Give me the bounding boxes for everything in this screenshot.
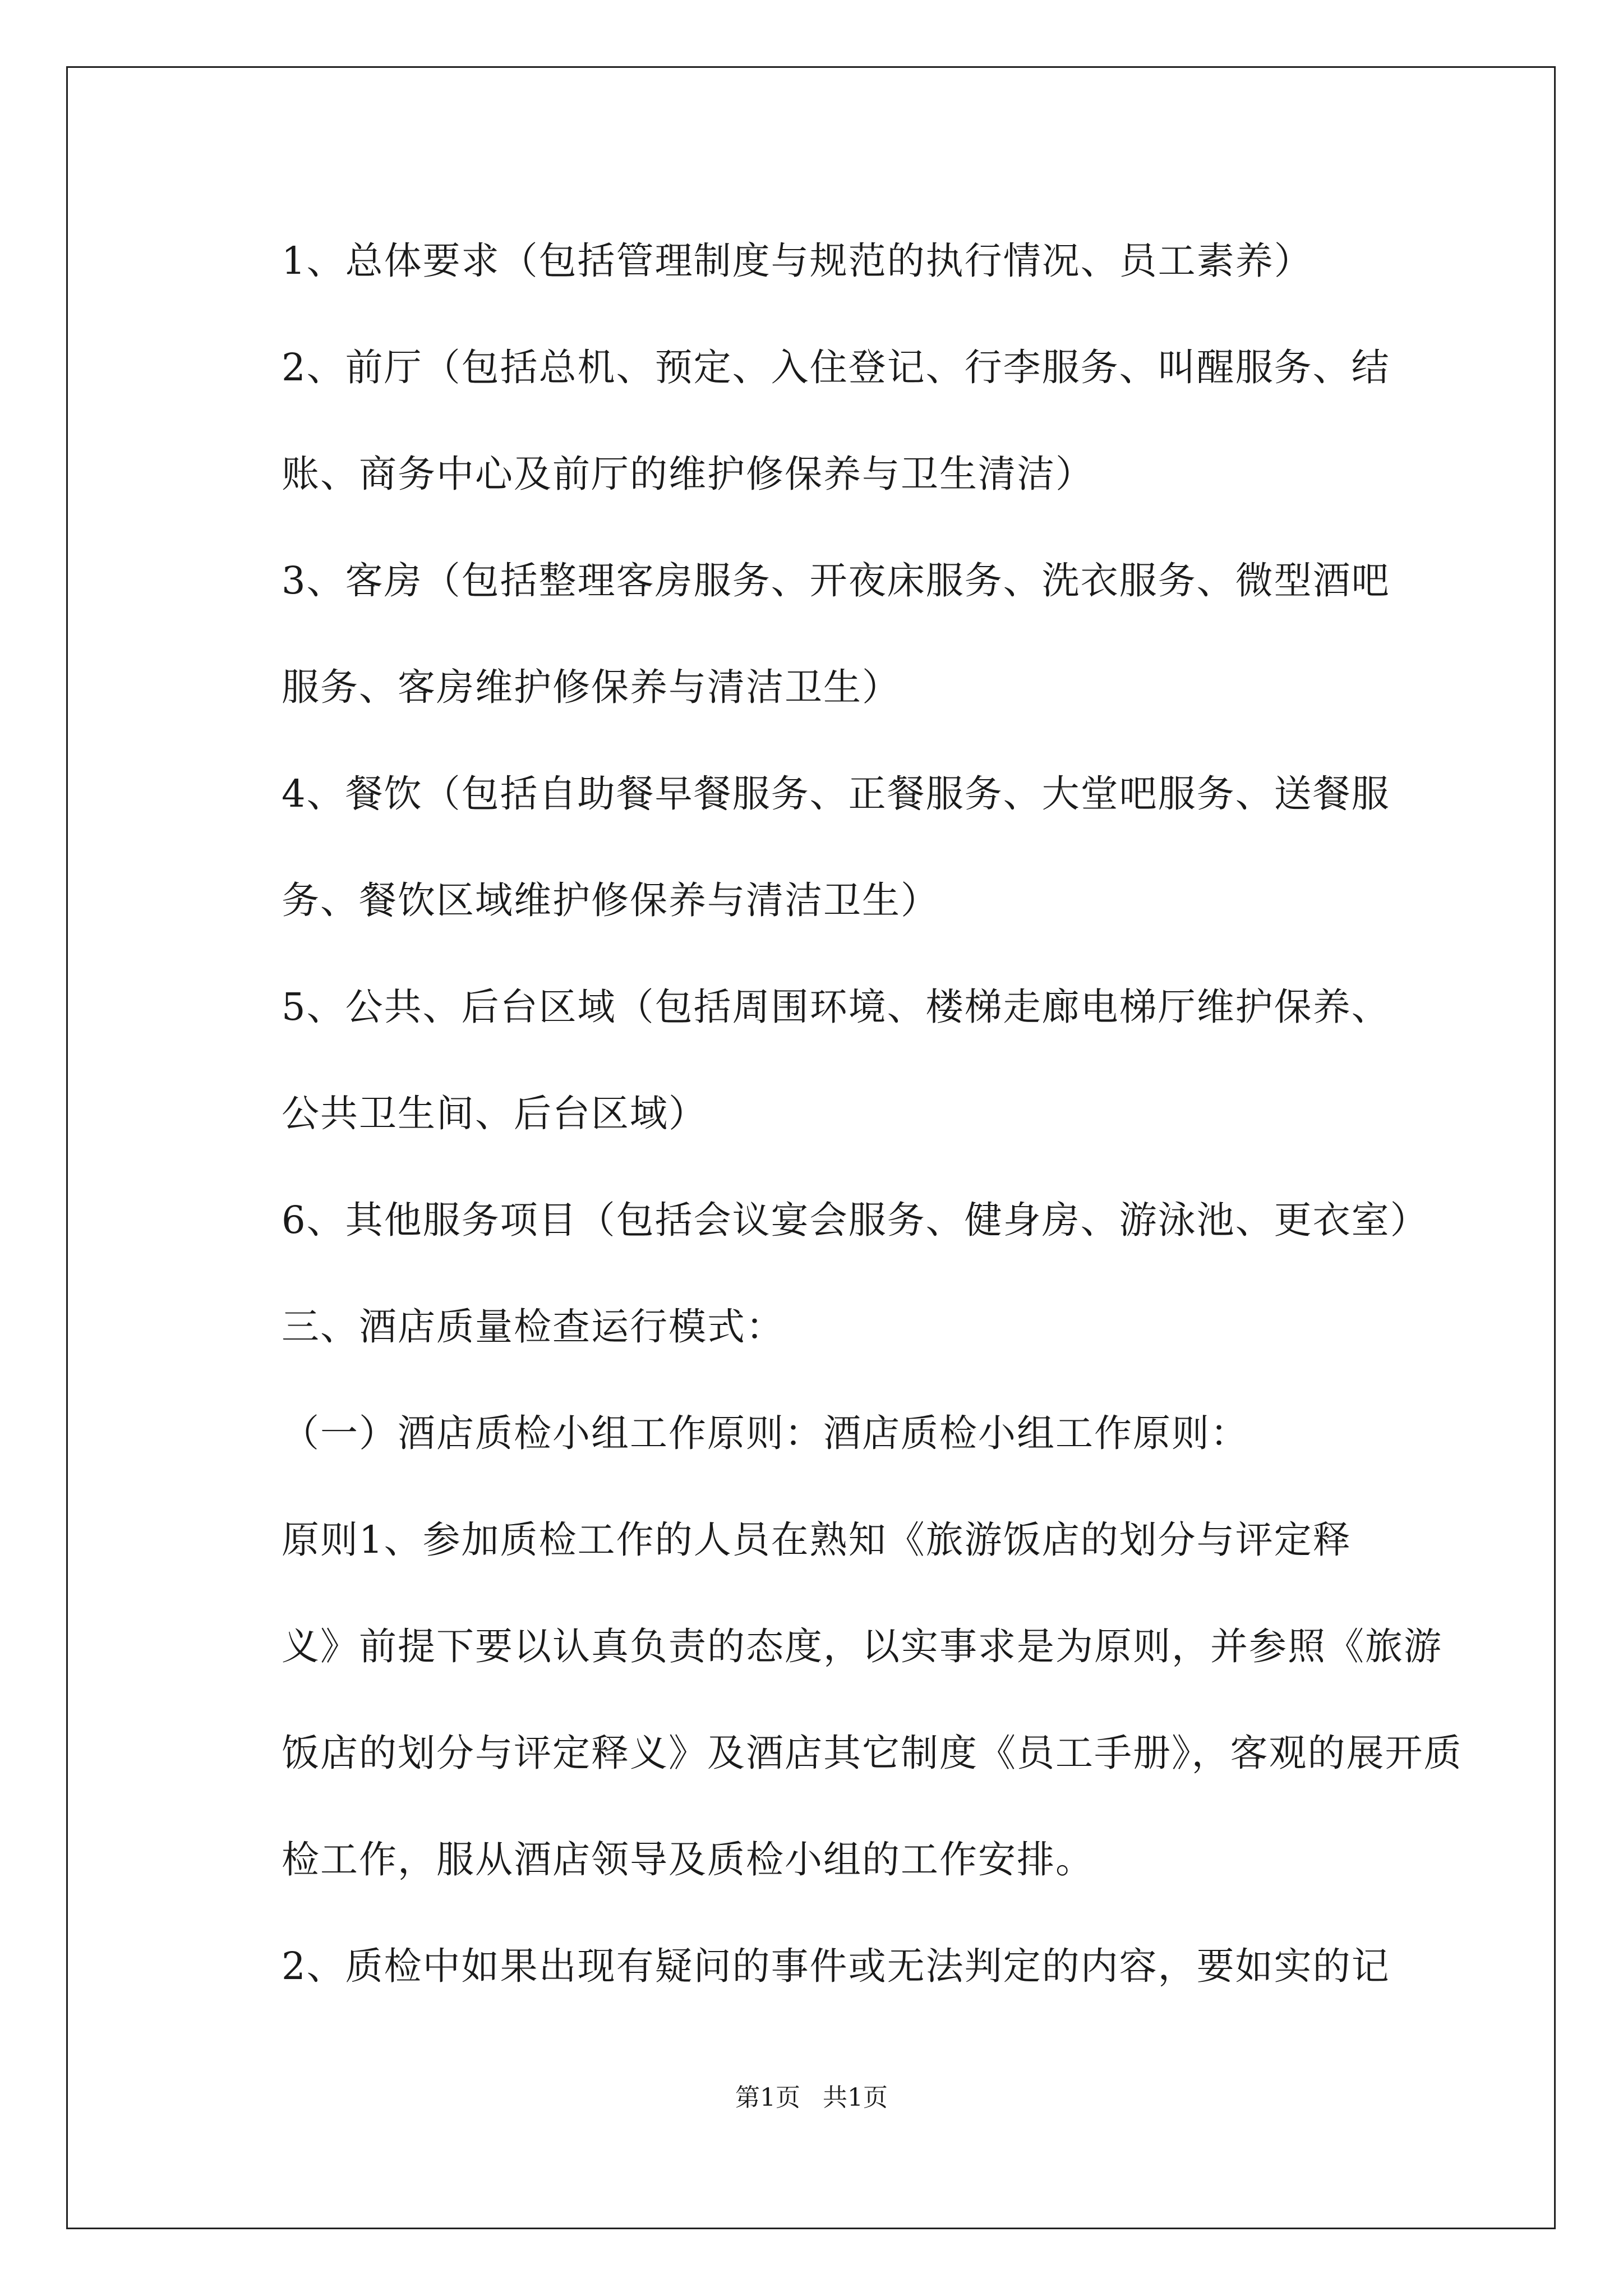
- text-line: 3、客房（包括整理客房服务、开夜床服务、洗衣服务、微型酒吧: [282, 559, 1390, 602]
- text-line: 公共卫生间、后台区域）: [282, 1092, 707, 1135]
- paragraph-4: [201, 740, 1423, 954]
- text-line: 三、酒店质量检查运行模式：: [282, 1305, 785, 1349]
- text-line: 饭店的划分与评定释义》及酒店其它制度《员工手册》，客观的展开质: [282, 1731, 1463, 1775]
- text-line: 原则1、参加质检工作的人员在熟知《旅游饭店的划分与评定释: [282, 1518, 1352, 1562]
- principle-1: [201, 1487, 1463, 1913]
- paragraph-3: [201, 527, 1423, 740]
- text-line: 账、商务中心及前厅的维护修保养与卫生清洁）: [282, 452, 1094, 496]
- paragraph-5: [201, 954, 1423, 1167]
- page-footer: [0, 2081, 1623, 2115]
- text-line: 务、餐饮区域维护修保养与清洁卫生）: [282, 878, 939, 922]
- text-line: 1、总体要求（包括管理制度与规范的执行情况、员工素养）: [282, 239, 1313, 283]
- text-line: 检工作，服从酒店领导及质检小组的工作安排。: [282, 1838, 1094, 1881]
- subsection-heading: [201, 1380, 1423, 1487]
- page-total: 共1页: [823, 2083, 888, 2112]
- section-heading: [201, 1273, 1423, 1380]
- text-line: 2、前厅（包括总机、预定、入住登记、行李服务、叫醒服务、结: [282, 346, 1390, 389]
- text-line: 服务、客房维护修保养与清洁卫生）: [282, 665, 901, 709]
- text-line: 5、公共、后台区域（包括周围环境、楼梯走廊电梯厅维护保养、: [282, 985, 1390, 1029]
- principle-2: [201, 1913, 1423, 2019]
- text-line: 4、餐饮（包括自助餐早餐服务、正餐服务、大堂吧服务、送餐服: [282, 772, 1390, 816]
- page-number: 第1页: [735, 2083, 800, 2112]
- text-line: 2、质检中如果出现有疑问的事件或无法判定的内容，要如实的记: [282, 1944, 1390, 1988]
- paragraph-1: [201, 208, 1423, 314]
- text-line: （一）酒店质检小组工作原则：酒店质检小组工作原则：: [282, 1411, 1249, 1455]
- document-body: [201, 208, 1463, 2019]
- paragraph-6: [201, 1167, 1429, 1273]
- paragraph-2: [201, 314, 1423, 527]
- text-line: 义》前提下要以认真负责的态度，以实事求是为原则，并参照《旅游: [282, 1625, 1442, 1668]
- text-line: 6、其他服务项目（包括会议宴会服务、健身房、游泳池、更衣室）: [282, 1198, 1429, 1242]
